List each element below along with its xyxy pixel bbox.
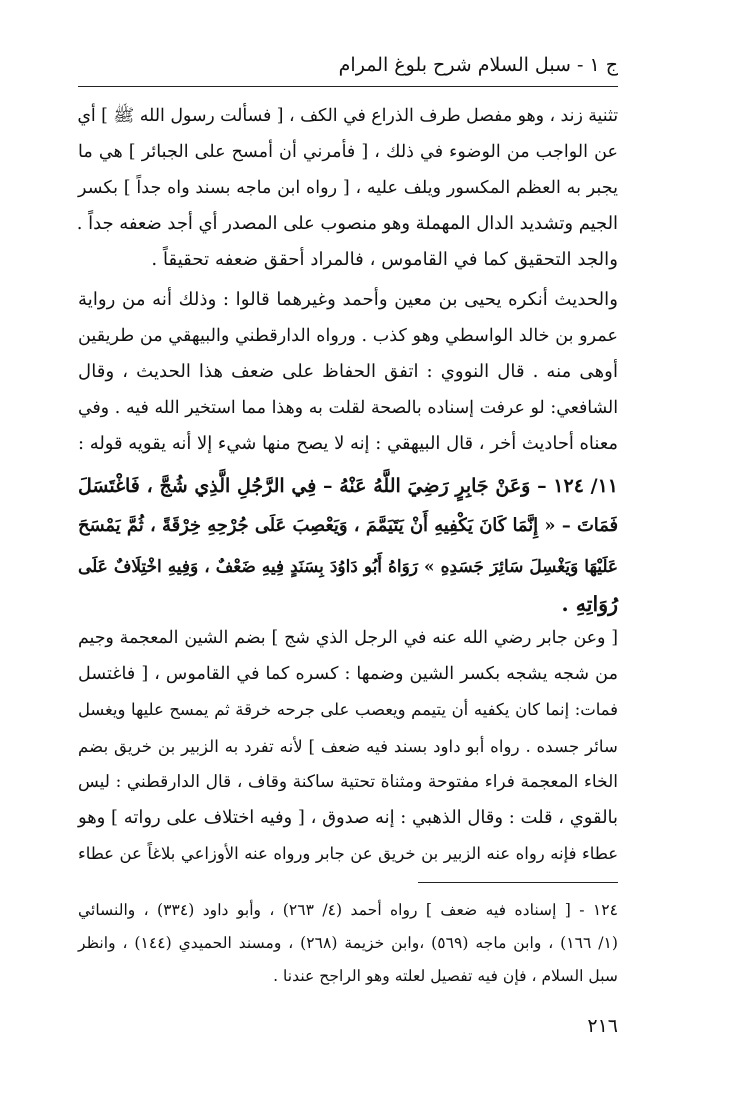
text-line: تثنية زند ، وهو مفصل طرف الذراع في الكف ، [ فسألت رسول الله ﷺ ] أي [77, 106, 618, 126]
footnote-line: ١٢٤ - [ إسناده فيه ضعف ] رواه أحمد (٤/ ٢٦٣) ، وأبو داود (٣٣٤) ، والنسائي [78, 901, 618, 919]
text-line: عن الواجب من الوضوء في ذلك ، [ فأمرني أن أمسح على الجبائر ] هي ما [78, 142, 618, 162]
text-line: يجبر به العظم المكسور ويلف عليه ، [ رواه ابن ماجه بسند واه جداً ] بكسر [78, 178, 618, 198]
text-line: الشافعي: لو عرفت إسناده بالصحة لقلت به وهذا مما استخير الله فيه . وفي [78, 398, 618, 418]
text-line: من شجه يشجه بكسر الشين وضمها : كسره كما في القاموس ، [ فاغتسل [78, 664, 618, 684]
hadith-line: فَمَاتَ – « إِنَّمَا كَانَ يَكْفِيهِ أَنْ يَتَيَمَّمَ ، وَيَعْصِبَ عَلَى جُرْحِهِ خِرْقَةً ، ثُمَّ يَمْسَحَ [78, 515, 618, 536]
hadith-line: ١١/ ١٢٤ – وَعَنْ جَابِرٍ رَضِيَ اللَّهُ عَنْهُ – فِي الرَّجُلِ الَّذِي شُجَّ ، فَاغْتَسَلَ [78, 475, 619, 497]
text-line: عطاء فإنه رواه عنه الزبير بن خريق عن جابر ورواه عنه الأوزاعي بلاغاً عن عطاء [78, 844, 618, 863]
text-line: فمات: إنما كان يكفيه أن يتيمم ويعصب على جرحه خرقة ثم يمسح عليها ويغسل [78, 700, 618, 719]
text-line: والحديث أنكره يحيى بن معين وأحمد وغيرهما قالوا : وذلك أنه من رواية [78, 289, 618, 310]
text-line: معناه أحاديث أخر ، قال البيهقي : إنه لا يصح منها شيء إلا أنه يقويه قوله : [78, 433, 618, 454]
text-line: أوهى منه . قال النووي : اتفق الحفاظ على ضعف هذا الحديث ، وقال [78, 361, 618, 382]
hadith-line: رُوَاتِهِ . [561, 592, 618, 616]
footnote-line: سبل السلام ، فإن فيه تفصيل لعلته وهو الراجح عندنا . [273, 967, 618, 985]
footnote-rule [418, 882, 618, 883]
text-line: سائر جسده . رواه أبو داود بسند فيه ضعف ] لأنه تفرد به الزبير بن خريق بضم [78, 736, 618, 756]
text-line: الخاء المعجمة فراء مفتوحة ومثناة تحتية ساكنة وقاف ، قال الدارقطني : ليس [78, 772, 618, 792]
footnote-line: (١/ ١٦٦) ، وابن ماجه (٥٦٩) ،وابن خزيمة (٢٦٨) ، ومسند الحميدي (١٤٤) ، وانظر [78, 934, 618, 952]
hadith-line: عَلَيْهَا وَيَغْسِلَ سَائِرَ جَسَدِهِ » رَوَاهُ أَبُو دَاوُدَ بِسَنَدٍ فِيهِ ضَعْفٌ ، وَفِيهِ اخْتِلَافٌ عَلَى [78, 556, 618, 576]
text-line: عمرو بن خالد الواسطي وهو كذب . ورواه الدارقطني والبيهقي من طريقين [78, 326, 618, 346]
header-rule [78, 86, 618, 87]
text-line: [ وعن جابر رضي الله عنه في الرجل الذي شج ] بضم الشين المعجمة وجيم [78, 628, 618, 648]
text-line: والجد التحقيق كما في القاموس ، فالمراد أحقق ضعفه تحقيقاً . [151, 249, 618, 270]
text-line: بالقوي ، قلت : وقال الذهبي : إنه صدوق ، [ وفيه اختلاف على رواته ] وهو [78, 807, 618, 828]
text-line: الجيم وتشديد الدال المهملة وهو منصوب على المصدر أي أجد ضعفه جداً . [76, 213, 618, 234]
running-header [78, 50, 618, 84]
page-number: ٢١٦ [587, 1015, 618, 1037]
header-title: ج ١ - سبل السلام شرح بلوغ المرام [338, 54, 618, 76]
